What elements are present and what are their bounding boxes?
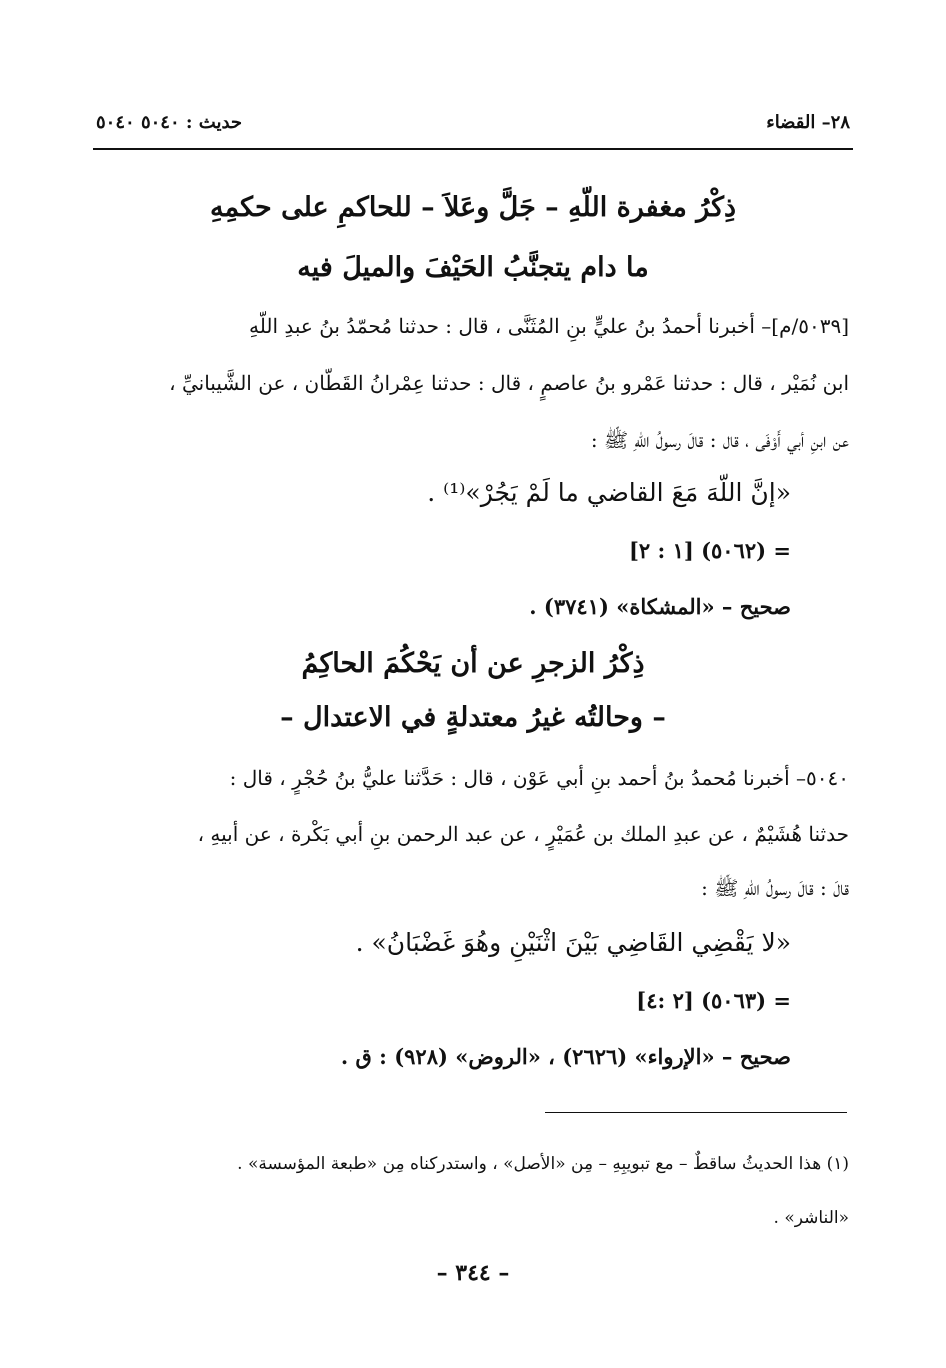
footnote-line2: «الناشر» . — [773, 1208, 849, 1228]
section2-grading: صحيح – «الإرواء» (٢٦٢٦) ، «الروض» (٩٢٨) : ق . — [340, 1044, 791, 1069]
section2-hadith-text: «لا يَقْضِي القَاضِي بَيْنَ اثْنَيْنِ وهُوَ غَضْبَانُ» . — [355, 928, 791, 957]
section1-grading: صحيح – «المشكاة» (٣٧٤١) . — [529, 594, 791, 619]
footnote-line1: (١) هذا الحديثُ ساقطٌ – مع تبويبِهِ – مِن «الأصل» ، واستدركناه مِن «طبعة المؤسسة» . — [237, 1154, 849, 1174]
section1-isnad-line2: ابن نُمَيْر ، قال : حدثنا عَمْرو بنُ عاصمٍ ، قال : حدثنا عِمْرانُ القَطّان ، عن الشَّيبانيِّ ، — [169, 371, 849, 395]
section1-heading-line2: ما دام يتجنَّبُ الحَيْفَ والميلَ فيه — [297, 252, 649, 283]
page-number: – ٣٤٤ – — [436, 1260, 510, 1286]
footnote-rule — [545, 1112, 847, 1113]
section1-isnad-line3: عن ابنِ أبي أَوْفَى ، قال : قالَ رسولُ اللّهِ ﷺ : — [590, 428, 849, 452]
header-rule — [93, 148, 853, 150]
hadith-range: حديث : ٥٠٤٠ ٥٠٤٠ — [96, 112, 243, 133]
section1-hadith-text: «إنَّ اللّهَ مَعَ القاضي ما لَمْ يَجُرْ»⁽¹⁾ . — [427, 478, 791, 507]
section2-heading-line1: ذِكْرُ الزجرِ عن أن يَحْكُمَ الحاكِمُ — [301, 648, 645, 679]
section1-isnad-line1: [٥٠٣٩/م]– أخبرنا أحمدُ بنُ عليٍّ بنِ المُثَنَّى ، قال : حدثنا مُحمّدُ بنُ عبدِ اللّهِ — [249, 314, 849, 338]
section2-cross-reference: = (٥٠٦٣) [٢ :٤] — [636, 988, 791, 1013]
section2-isnad-line3: قالَ : قالَ رسولُ اللّهِ ﷺ : — [701, 876, 849, 900]
chapter-title: ٢٨– القضاء — [766, 112, 850, 133]
section2-isnad-line1: ٥٠٤٠– أخبرنا مُحمدُ بنُ أحمد بنِ أبي عَوْن ، قال : حَدَّثنا عليُّ بنُ حُجْرٍ ، قال : — [229, 766, 849, 790]
section2-isnad-line2: حدثنا هُشَيْمٌ ، عن عبدِ الملك بن عُمَيْرٍ ، عن عبد الرحمن بنِ أبي بَكْرة ، عن أبيهِ ، — [197, 822, 849, 846]
section1-cross-reference: = (٥٠٦٢) [١ : ٢] — [628, 538, 791, 563]
section1-heading-line1: ذِكْرُ مغفرة اللّهِ – جَلَّ وعَلاَ – للحاكمِ على حكمِهِ — [210, 192, 736, 223]
section2-heading-line2: – وحالتُه غيرُ معتدلةٍ في الاعتدال – — [280, 702, 666, 733]
